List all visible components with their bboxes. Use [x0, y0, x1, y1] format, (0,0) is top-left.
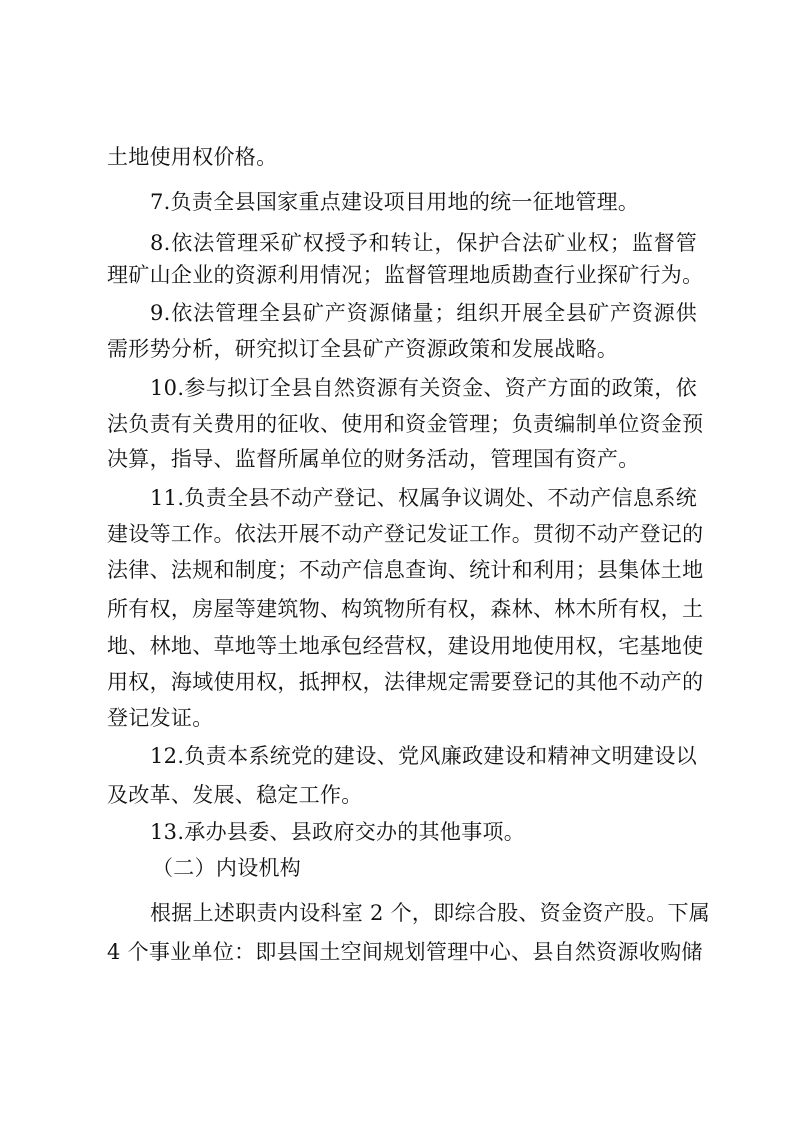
text-line-9: 决算，指导、监督所属单位的财务活动，管理国有资产。	[107, 447, 640, 471]
text-line-3: 8.依法管理采矿权授予和转让，保护合法矿业权；监督管	[150, 231, 697, 255]
section-heading: （二）内设机构	[152, 856, 302, 880]
text-line-10: 11.负责全县不动产登记、权属争议调处、不动产信息系统	[150, 486, 697, 510]
text-line-18: 及改革、发展、稳定工作。	[107, 783, 363, 807]
text-line-5: 9.依法管理全县矿产资源储量；组织开展全县矿产资源供	[150, 301, 697, 325]
text-line-13: 所有权，房屋等建筑物、构筑物所有权，森林、林木所有权，土	[107, 597, 704, 621]
text-line-12: 法律、法规和制度；不动产信息查询、统计和利用；县集体土地	[107, 558, 704, 582]
text-line-4: 理矿山企业的资源利用情况；监督管理地质勘查行业探矿行为。	[107, 263, 704, 287]
text-line-6: 需形势分析，研究拟订全县矿产资源政策和发展战略。	[107, 337, 619, 361]
text-line-22: 4 个事业单位：即县国土空间规划管理中心、县自然资源收购储	[107, 940, 703, 964]
text-line-16: 登记发证。	[107, 706, 214, 730]
text-line-21: 根据上述职责内设科室 2 个，即综合股、资金资产股。下属	[150, 901, 711, 925]
text-line-19: 13.承办县委、县政府交办的其他事项。	[150, 820, 526, 844]
text-line-15: 用权，海域使用权，抵押权，法律规定需要登记的其他不动产的	[107, 670, 704, 694]
text-line-1: 土地使用权价格。	[107, 145, 278, 169]
text-line-11: 建设等工作。依法开展不动产登记发证工作。贯彻不动产登记的	[107, 522, 704, 546]
text-line-14: 地、林地、草地等土地承包经营权，建设用地使用权，宅基地使	[107, 634, 704, 658]
text-line-8: 法负责有关费用的征收、使用和资金管理；负责编制单位资金预	[107, 412, 704, 436]
text-line-7: 10.参与拟订全县自然资源有关资金、资产方面的政策，依	[150, 376, 697, 400]
text-line-17: 12.负责本系统党的建设、党风廉政建设和精神文明建设以	[150, 744, 697, 768]
text-line-2: 7.负责全县国家重点建设项目用地的统一征地管理。	[150, 190, 640, 214]
